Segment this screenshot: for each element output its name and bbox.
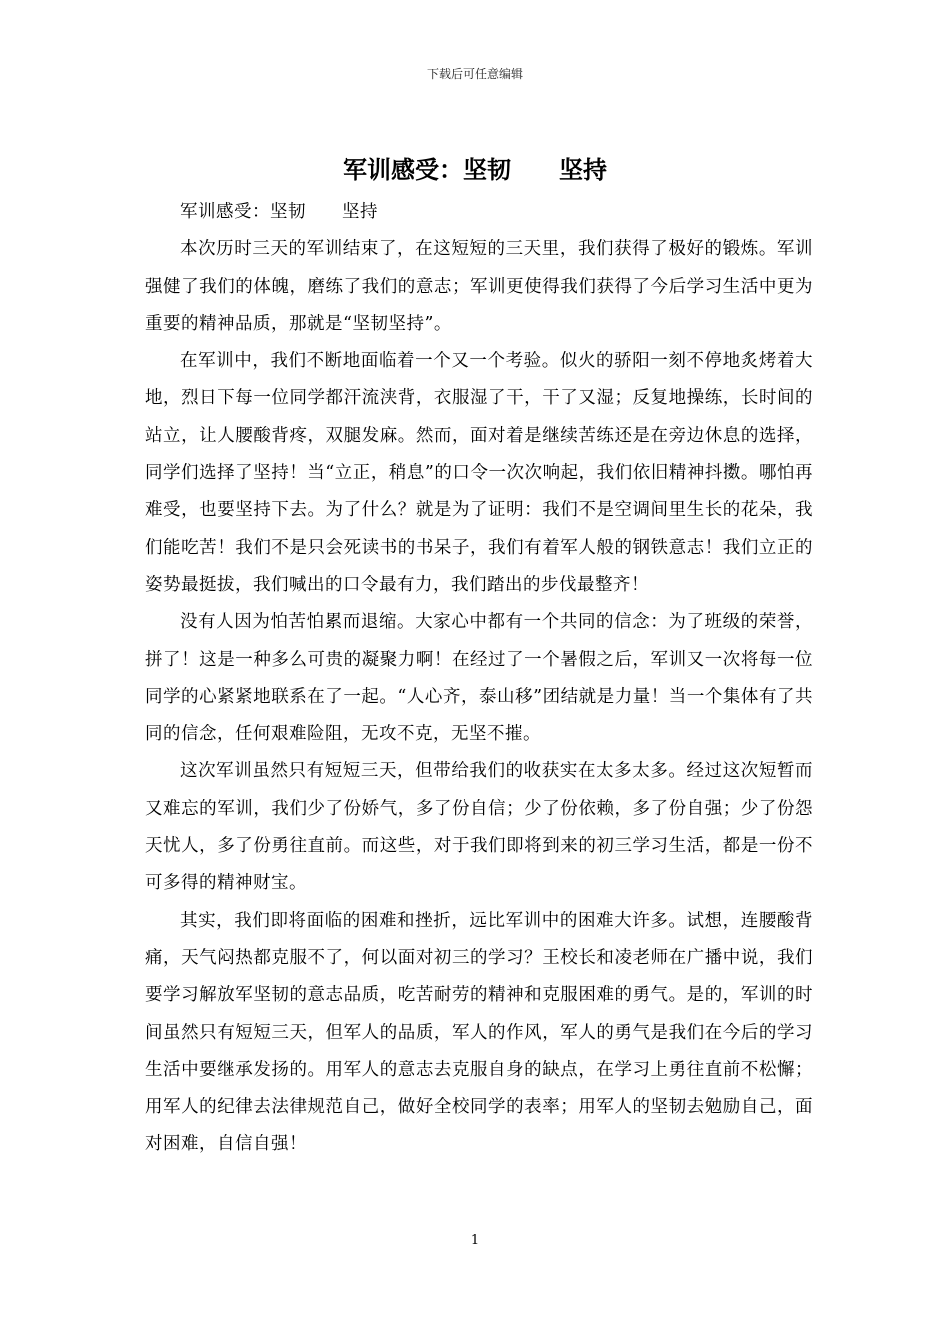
- paragraph-5: 其实，我们即将面临的困难和挫折，远比军训中的困难大许多。试想，连腰酸背痛，天气闷热都克服不了，何以面对初三的学习？王校长和凌老师在广播中说，我们要学习解放军坚韧的意志品质，吃苦耐劳的精神和克服困难的勇气。是的，军训的时间虽然只有短短三天，但军人的品质，军人的作风，军人的勇气是我们在今后的学习生活中要继承发扬的。用军人的意志去克服自身的缺点，在学习上勇往直前不松懈；用军人的纪律去法律规范自己，做好全校同学的表率；用军人的坚韧去勉励自己，面对困难，自信自强！: [145, 910, 813, 1155]
- paragraph-1: 本次历时三天的军训结束了，在这短短的三天里，我们获得了极好的锻炼。军训强健了我们的体魄，磨练了我们的意志；军训更使得我们获得了今后学习生活中更为重要的精神品质，那就是“坚韧坚持”。: [145, 239, 813, 334]
- document-subtitle: 军训感受：坚韧 坚持: [180, 202, 378, 222]
- paragraph-4: 这次军训虽然只有短短三天，但带给我们的收获实在太多太多。经过这次短暂而又难忘的军训，我们少了份娇气，多了份自信；少了份依赖，多了份自强；少了份怨天忧人，多了份勇往直前。而这些，对于我们即将到来的初三学习生活，都是一份不可多得的精神财宝。: [145, 761, 813, 894]
- document-body: [145, 194, 813, 1164]
- document-title: 军训感受：坚韧 坚持: [343, 155, 607, 184]
- header-note: 下载后可任意编辑: [426, 67, 523, 81]
- paragraph-2: 在军训中，我们不断地面临着一个又一个考验。似火的骄阳一刻不停地炙烤着大地，烈日下每一位同学都汗流浃背，衣服湿了干，干了又湿；反复地操练，长时间的站立，让人腰酸背疼，双腿发麻。然而，面对着是继续苦练还是在旁边休息的选择，同学们选择了坚持！当“立正，稍息”的口令一次次响起，我们依旧精神抖擞。哪怕再难受，也要坚持下去。为了什么？就是为了证明：我们不是空调间里生长的花朵，我们能吃苦！我们不是只会死读书的书呆子，我们有着军人般的钢铁意志！我们立正的姿势最挺拔，我们喊出的口令最有力，我们踏出的步伐最整齐！: [145, 351, 813, 595]
- page-number: 1: [470, 1233, 480, 1248]
- paragraph-3: 没有人因为怕苦怕累而退缩。大家心中都有一个共同的信念：为了班级的荣誉，拼了！这是一种多么可贵的凝聚力啊！在经过了一个暑假之后，军训又一次将每一位同学的心紧紧地联系在了一起。“人心齐，泰山移”团结就是力量！当一个集体有了共同的信念，任何艰难险阻，无攻不克，无坚不摧。: [145, 612, 813, 745]
